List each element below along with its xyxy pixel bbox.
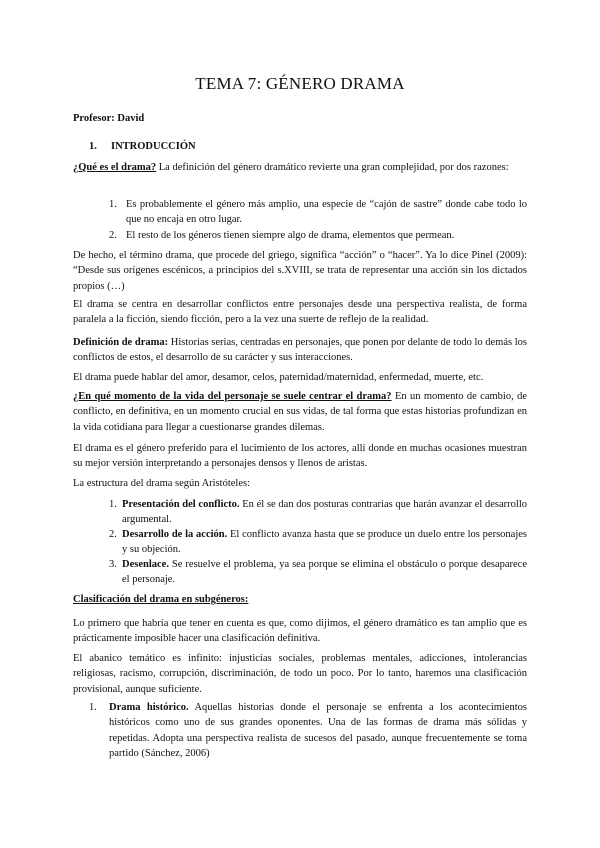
definition-label: Definición de drama: <box>73 337 169 348</box>
intro-text: La definición del género dramático revierte una gran complejidad, por dos razones: <box>156 162 509 173</box>
structure-text: Se resuelve el problema, ya sea porque se elimina el obstáculo o porque desaparece el personaje. <box>122 559 527 586</box>
structure-label: Desarrollo de la acción. <box>122 529 228 540</box>
subgenre-number: 1. <box>89 702 97 713</box>
section-heading-introduccion <box>89 141 196 152</box>
structure-intro: La estructura del drama según Aristóteles: <box>73 478 250 489</box>
structure-item-2 <box>110 527 527 558</box>
structure-item-1 <box>110 497 527 528</box>
subgenre-label: Drama histórico. <box>109 702 189 713</box>
subgenre-item-1 <box>89 700 527 762</box>
reason-item-1 <box>110 197 527 228</box>
intro-question: ¿Qué es el drama? <box>73 162 157 173</box>
structure-label: Desenlace. <box>122 559 169 570</box>
reason-item-2 <box>110 228 527 243</box>
reason-number: 2. <box>109 230 117 241</box>
definition-text: Historias serias, centradas en personajes, que ponen por delante de todo lo demás los conflictos de estos, el desarrollo de su carácter y sus interacciones. <box>73 337 527 364</box>
structure-text: En él se dan dos posturas contrarias que harán avanzar el desarrollo argumental. <box>122 499 528 526</box>
structure-item-3 <box>110 557 527 588</box>
moment-question: ¿En qué momento de la vida del personaje se suele centrar el drama? <box>73 391 392 402</box>
reason-text: El resto de los géneros tienen siempre algo de drama, elementos que permean. <box>126 230 455 241</box>
reason-number: 1. <box>109 199 117 210</box>
definition-paragraph <box>73 335 527 366</box>
etymology-paragraph: De hecho, el término drama, que procede del griego, significa “acción” o “hacer”. Ya lo dice Pinel (2009): “Desde sus orígenes escénicos, a principios del s.XVIII, se trata de representar una acción sin los dictados propios (…) <box>73 250 527 292</box>
structure-label: Presentación del conflicto. <box>122 499 240 510</box>
classification-paragraph: Lo primero que habría que tener en cuenta es que, como dijimos, el género dramático es tan amplio que es prácticamente imposible hacer una clasificación definitiva. <box>73 618 527 645</box>
structure-number: 3. <box>109 559 117 570</box>
professor-line: Profesor: David <box>73 113 145 124</box>
reason-text: Es probablemente el género más amplio, una especie de “cajón de sastre” donde cabe todo lo que no encaja en otro lugar. <box>126 199 527 226</box>
intro-paragraph <box>73 160 527 175</box>
actors-paragraph: El drama es el género preferido para el lucimiento de los actores, allí donde en muchas ocasiones muestran su mejor versión interpretando a personajes densos y llenos de aristas. <box>73 443 527 470</box>
subgenres-heading: Clasificación del drama en subgéneros: <box>73 594 249 605</box>
moment-paragraph <box>73 389 527 435</box>
moment-text: En un momento de cambio, de conflicto, en definitiva, en un momento crucial en sus vidas, de tal forma que estas historias profundizan en la vida cotidiana para llegar a cuestionarse grandes dilemas. <box>73 391 528 433</box>
page-title: TEMA 7: GÉNERO DRAMA <box>195 74 405 93</box>
structure-number: 2. <box>109 529 117 540</box>
section-title: INTRODUCCIÓN <box>111 141 196 152</box>
conflicts-paragraph: El drama se centra en desarrollar conflictos entre personajes desde una perspectiva realista, de forma paralela a la ficción, siendo ficción, pero a la vez una suerte de reflejo de la realidad. <box>73 299 527 326</box>
range-paragraph: El abanico temático es infinito: injusticias sociales, problemas mentales, adicciones, intolerancias religiosas, racismo, corrupción, discriminación, de todo un poco. Por lo tanto, haremos una clasificación provisional, aunque suficiente. <box>73 653 527 695</box>
topics-paragraph: El drama puede hablar del amor, desamor, celos, paternidad/maternidad, enfermedad, muerte, etc. <box>73 372 484 383</box>
structure-number: 1. <box>109 499 117 510</box>
subgenre-text: Aquellas historias donde el personaje se enfrenta a los acontecimientos históricos como uno de sus grandes oponentes. Una de las formas de drama más sólidas y repetidas. Adopta una perspectiva realista de sucesos del pasado, aunque frecuentemente se toma partido (Sánchez, 2006) <box>109 702 527 760</box>
structure-text: El conflicto avanza hasta que se produce un duelo entre los personajes y su objeción. <box>122 529 527 556</box>
section-number: 1. <box>89 141 97 152</box>
